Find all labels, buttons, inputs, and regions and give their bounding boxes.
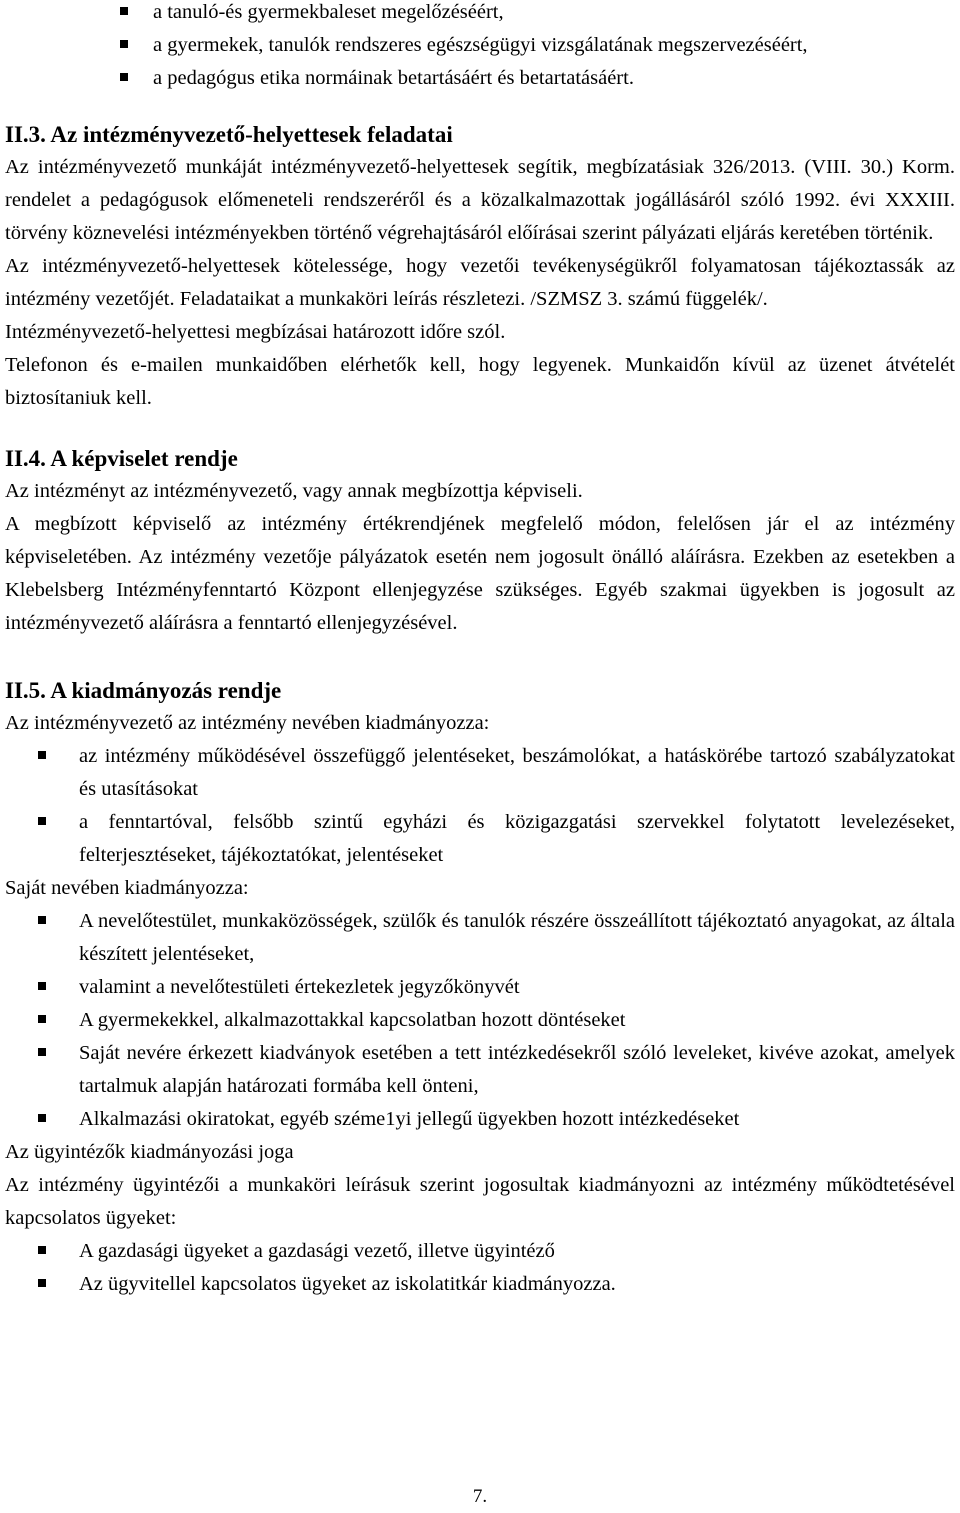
section-heading-2-4: II.4. A képviselet rendje (5, 446, 238, 471)
paragraph: Az intézményt az intézményvezető, vagy annak megbízottja képviseli. (5, 480, 583, 502)
paragraph: Az intézmény ügyintézői a munkaköri leírásuk szerint jogosultak kiadmányozni az intézmény működtetésével kapcsolatos ügyeket: (5, 1174, 955, 1229)
document-page (5, 0, 955, 1301)
section-heading-2-3: II.3. Az intézményvezető-helyettesek feladatai (5, 122, 453, 147)
list-item: az intézmény működésével összefüggő jelentéseket, beszámolókat, a hatáskörébe tartozó szabályzatokat és utasításokat (5, 740, 955, 806)
list-item: A gyermekekkel, alkalmazottakkal kapcsolatban hozott döntéseket (5, 1004, 955, 1037)
list-item: a pedagógus etika normáinak betartásáért és betartatásáért. (5, 62, 955, 95)
section-heading-2-5: II.5. A kiadmányozás rendje (5, 678, 282, 703)
paragraph: Az intézményvezető munkáját intézményvezető-helyettesek segítik, megbízatásiak 326/2013. (VIII. 30.) Korm. rendelet a pedagógusok előmeneteli rendszeréről és a közalkalmazottak jogállásáról szóló 1992. évi XXXIII. törvény köznevelési intézményekben történő végrehajtásáról előírásai szerint pályázati eljárás keretében történik. (5, 156, 955, 244)
list-item: a fenntartóval, felsőbb szintű egyházi és közigazgatási szervekkel folytatott levelezéseket, felterjesztéseket, tájékoztatókat, jelentéseket (5, 806, 955, 872)
paragraph: Az intézményvezető-helyettesek kötelessége, hogy vezetői tevékenységükről folyamatosan tájékoztassák az intézmény vezetőjét. Feladataikat a munkaköri leírás részletezi. /SZMSZ 3. számú függelék/. (5, 255, 955, 310)
paragraph: Saját nevében kiadmányozza: (5, 877, 249, 899)
list-item: A nevelőtestület, munkaközösségek, szülők és tanulók részére összeállított tájékoztató anyagokat, az általa készített jelentéseket, (5, 905, 955, 971)
paragraph: Az intézményvezető az intézmény nevében kiadmányozza: (5, 712, 490, 734)
list-item: Az ügyvitellel kapcsolatos ügyeket az iskolatitkár kiadmányozza. (5, 1268, 955, 1301)
list-item: Saját nevére érkezett kiadványok esetében a tett intézkedésekről szóló leveleket, kivéve azokat, amelyek tartalmuk alapján határozati formába kell önteni, (5, 1037, 955, 1103)
page-number: 7. (472, 1486, 488, 1507)
list-item: A gazdasági ügyeket a gazdasági vezető, illetve ügyintéző (5, 1235, 955, 1268)
list-item: valamint a nevelőtestületi értekezletek jegyzőkönyvét (5, 971, 955, 1004)
list-item: a tanuló-és gyermekbaleset megelőzéséért, (5, 0, 955, 29)
paragraph: Telefonon és e-mailen munkaidőben elérhetők kell, hogy legyenek. Munkaidőn kívül az üzenet átvételét biztosítaniuk kell. (5, 354, 955, 409)
list-item: a gyermekek, tanulók rendszeres egészségügyi vizsgálatának megszervezéséért, (5, 29, 955, 62)
list-item: Alkalmazási okiratokat, egyéb széme1yi jellegű ügyekben hozott intézkedéseket (5, 1103, 955, 1136)
paragraph: Intézményvezető-helyettesi megbízásai határozott időre szól. (5, 321, 506, 343)
paragraph: A megbízott képviselő az intézmény értékrendjének megfelelő módon, felelősen jár el az intézmény képviseletében. Az intézmény vezetője pályázatok esetén nem jogosult önálló aláírásra. Ezekben az esetekben a Klebelsberg Intézményfenntartó Központ ellenjegyzése szükséges. Egyéb szakmai ügyekben is jogosult az intézményvezető aláírásra a fenntartó ellenjegyzésével. (5, 513, 955, 634)
subheading: Az ügyintézők kiadmányozási joga (5, 1141, 294, 1163)
